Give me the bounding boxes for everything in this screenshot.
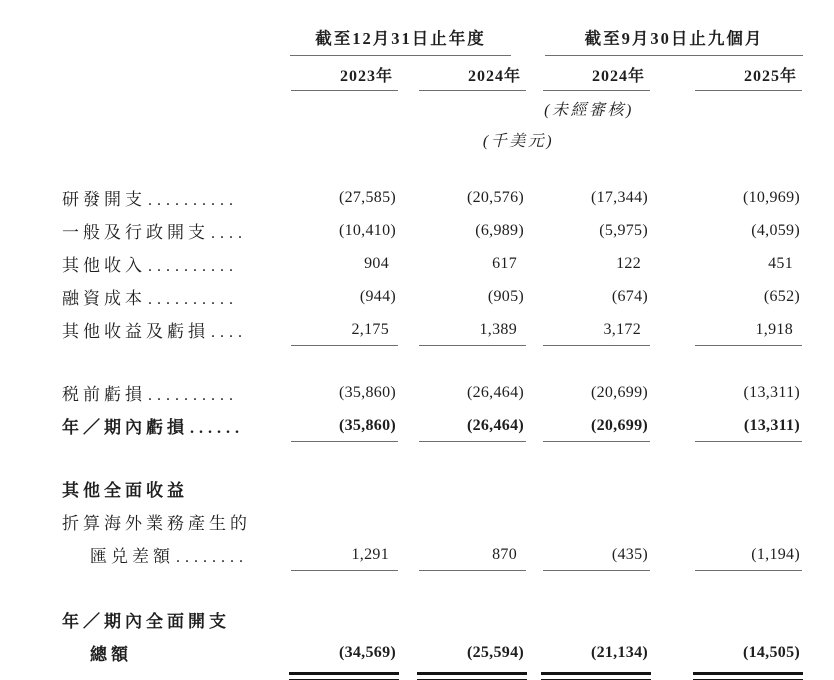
row-label: 其他收益及虧損 .... [62, 322, 247, 341]
value-cell: (944) [359, 287, 396, 305]
empty-cell [399, 505, 527, 538]
spacer-row [62, 346, 803, 376]
year-header-row [62, 56, 803, 91]
row-label: 税前虧損 .......... [62, 385, 238, 404]
row-label: 融資成本 .......... [62, 289, 238, 308]
empty-cell [282, 472, 399, 505]
empty-cell [527, 472, 651, 505]
empty-cell [651, 505, 803, 538]
value-cell: (20,576) [466, 188, 524, 206]
dot-leader: ........ [176, 549, 248, 566]
dot-leader: .......... [148, 258, 238, 275]
value-cell: 904 [364, 254, 389, 272]
value-cell: (34,569) [282, 636, 399, 669]
value-cell: 1,291 [282, 538, 399, 571]
value-cell: (10,969) [742, 188, 800, 206]
year-header-cell-2025-9m [651, 56, 803, 91]
dot-leader: .......... [148, 192, 238, 209]
unit-note: (千美元) [482, 133, 555, 150]
empty-cell [282, 91, 399, 120]
unaudited-note-row [62, 91, 803, 120]
year-header-2024: 2024年 [419, 63, 526, 91]
unit-note-row [62, 120, 803, 151]
income-statement-table [62, 16, 803, 669]
value-cell: (17,344) [590, 188, 648, 206]
value-cell: (5,975) [599, 221, 648, 239]
empty-cell [651, 603, 803, 636]
period-group-nine-month-label: 截至9月30日止九個月 [545, 25, 803, 56]
dot-leader: .... [211, 324, 247, 341]
year-header-2023: 2023年 [291, 63, 398, 91]
value-cell: (27,585) [338, 188, 396, 206]
row-other-income [62, 247, 803, 280]
year-header-2025-9m: 2025年 [695, 63, 802, 91]
value-cell: 451 [768, 254, 793, 272]
empty-cell [62, 120, 282, 151]
row-loss-before-tax [62, 376, 803, 409]
value-cell: (26,464) [399, 409, 527, 442]
empty-cell [651, 472, 803, 505]
dot-leader: .... [211, 225, 247, 242]
row-general-admin-expenses [62, 214, 803, 247]
row-label: 匯兑差額 ........ [90, 547, 248, 566]
spacer-row [62, 442, 803, 472]
empty-cell [399, 472, 527, 505]
spacer-row [62, 151, 803, 181]
value-cell: 2,175 [282, 313, 399, 346]
dot-leader: .......... [148, 387, 238, 404]
row-label: 一般及行政開支 .... [62, 223, 247, 242]
row-label: 研發開支 .......... [62, 190, 238, 209]
value-cell: (652) [763, 287, 800, 305]
year-header-cell-2024 [399, 56, 527, 91]
value-cell: (35,860) [282, 409, 399, 442]
row-label: 折算海外業務產生的 [62, 514, 251, 533]
value-cell: (20,699) [590, 383, 648, 401]
row-label: 其他收入 .......... [62, 256, 238, 275]
period-group-annual-cell [282, 16, 527, 56]
row-label: 年／期內全面開支 [62, 612, 230, 631]
row-exchange-differences-line2 [62, 538, 803, 571]
value-cell: (14,505) [651, 636, 803, 669]
value-cell: (435) [527, 538, 651, 571]
value-cell: 3,172 [527, 313, 651, 346]
dot-leader: .......... [148, 291, 238, 308]
unaudited-note: (未經審核) [544, 102, 634, 119]
spacer-row [62, 571, 803, 603]
period-group-nine-month-cell [527, 16, 803, 56]
empty-cell [62, 56, 282, 91]
value-cell: (905) [487, 287, 524, 305]
value-cell: (25,594) [399, 636, 527, 669]
value-cell: (6,989) [475, 221, 524, 239]
value-cell: 1,389 [399, 313, 527, 346]
row-label: 年／期內虧損 ...... [62, 418, 244, 437]
value-cell: (674) [611, 287, 648, 305]
value-cell: (13,311) [743, 383, 800, 401]
empty-cell [527, 505, 651, 538]
empty-cell [282, 603, 399, 636]
value-cell: (35,860) [338, 383, 396, 401]
period-group-header-row [62, 16, 803, 56]
row-total-comprehensive-expense-line2 [62, 636, 803, 669]
value-cell: (21,134) [527, 636, 651, 669]
row-rd-expenses [62, 181, 803, 214]
row-label: 總額 [90, 645, 132, 664]
value-cell: (26,464) [466, 383, 524, 401]
value-cell: (13,311) [651, 409, 803, 442]
year-header-cell-2023 [282, 56, 399, 91]
empty-cell [527, 603, 651, 636]
row-other-gains-losses [62, 313, 803, 346]
row-exchange-differences-line1 [62, 505, 803, 538]
value-cell: (1,194) [651, 538, 803, 571]
value-cell: 617 [492, 254, 517, 272]
empty-cell [62, 16, 282, 56]
value-cell: (4,059) [751, 221, 800, 239]
empty-cell [62, 91, 282, 120]
empty-cell [651, 91, 803, 120]
value-cell: 122 [616, 254, 641, 272]
empty-cell [399, 91, 527, 120]
value-cell: 1,918 [651, 313, 803, 346]
row-finance-costs [62, 280, 803, 313]
value-cell: (20,699) [527, 409, 651, 442]
empty-cell [282, 505, 399, 538]
period-group-annual-label: 截至12月31日止年度 [290, 25, 511, 56]
year-header-2024-9m: 2024年 [543, 63, 650, 91]
row-other-comprehensive-income-header [62, 472, 803, 505]
row-total-comprehensive-expense-line1 [62, 603, 803, 636]
value-cell: 870 [399, 538, 527, 571]
year-header-cell-2024-9m [527, 56, 651, 91]
empty-cell [399, 603, 527, 636]
section-header-label: 其他全面收益 [62, 481, 188, 500]
row-loss-for-period [62, 409, 803, 442]
value-cell: (10,410) [338, 221, 396, 239]
dot-leader: ...... [190, 420, 244, 437]
